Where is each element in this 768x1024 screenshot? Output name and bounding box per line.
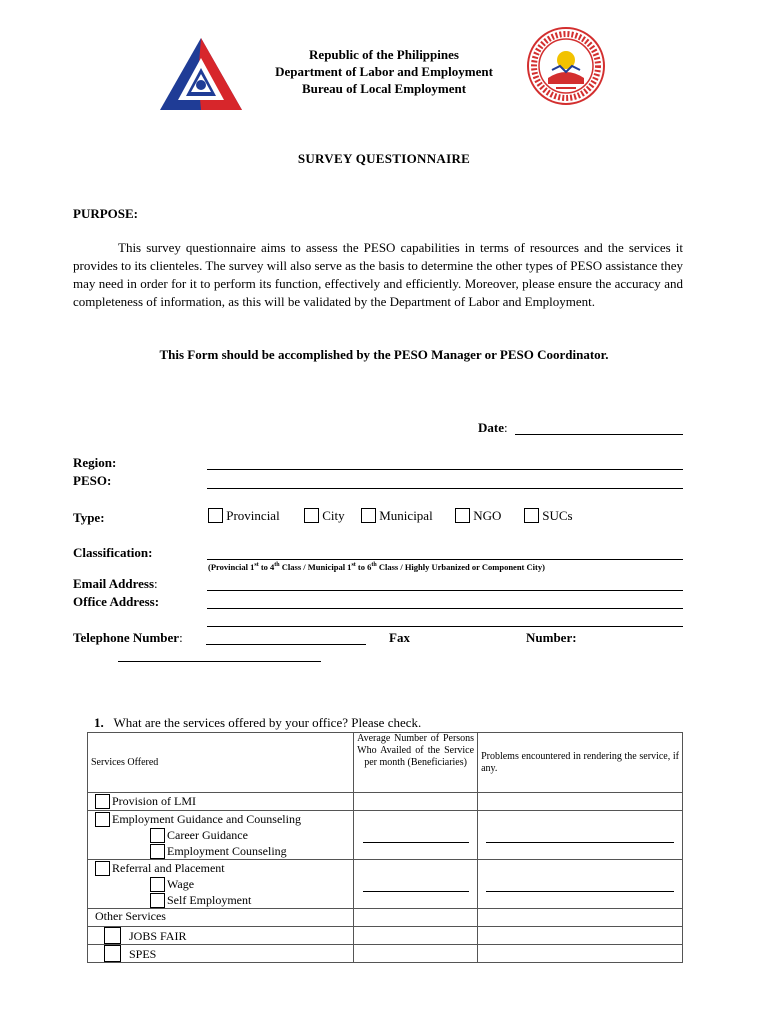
col-problems: Problems encountered in rendering the service, if any. (478, 733, 683, 793)
date-label-text: Date (478, 420, 504, 435)
peso-field[interactable] (207, 488, 683, 489)
date-colon: : (504, 420, 508, 435)
question-1-text: What are the services offered by your office? Please check. (113, 715, 422, 730)
office-address-field[interactable] (207, 608, 683, 609)
table-row (88, 945, 683, 963)
other-services-label: Other Services (88, 909, 354, 927)
spes-checkbox[interactable] (104, 945, 121, 962)
employment-counseling-label: Employment Counseling (167, 844, 287, 858)
date-label (478, 420, 508, 436)
spes-average-cell[interactable] (354, 945, 478, 963)
date-field[interactable] (515, 434, 683, 435)
header-bureau: Bureau of Local Employment (301, 81, 467, 96)
lmi-average-cell[interactable] (354, 793, 478, 811)
lmi-problems-cell[interactable] (478, 793, 683, 811)
provincial-label: Provincial (226, 508, 280, 523)
egc-problems-field[interactable] (486, 842, 674, 843)
email-field[interactable] (207, 590, 683, 591)
ngo-label: NGO (473, 508, 502, 523)
egc-label: Employment Guidance and Counseling (112, 812, 301, 826)
career-guidance-label: Career Guidance (167, 828, 248, 842)
municipal-label: Municipal (379, 508, 433, 523)
col-average-number: Average Number of Persons Who Availed of the Service per month (Beneficiaries) (354, 733, 478, 793)
office-address-label: Office Address: (73, 594, 160, 609)
col-services-offered: Services Offered (88, 733, 354, 793)
referral-problems-field[interactable] (486, 891, 674, 892)
table-header-row (88, 733, 683, 793)
classification-field[interactable] (207, 559, 683, 560)
purpose-paragraph (73, 239, 683, 311)
self-employment-checkbox[interactable] (150, 893, 165, 908)
purpose-label: PURPOSE: (73, 206, 138, 221)
peso-label: PESO: (73, 473, 112, 488)
sucs-label: SUCs (542, 508, 573, 523)
type-option-city[interactable] (304, 508, 345, 524)
lmi-label: Provision of LMI (112, 794, 196, 808)
classification-label: Classification: (73, 545, 153, 560)
other-problems-cell[interactable] (478, 909, 683, 927)
wage-label: Wage (167, 877, 195, 891)
office-address-field-2[interactable] (207, 626, 683, 627)
type-label: Type: (73, 510, 105, 525)
fax-label: Fax (389, 630, 410, 645)
region-field[interactable] (207, 469, 683, 470)
jobs-fair-problems-cell[interactable] (478, 927, 683, 945)
wage-checkbox[interactable] (150, 877, 165, 892)
ngo-checkbox[interactable] (455, 508, 470, 523)
form-note: This Form should be accomplished by the PESO Manager or PESO Coordinator. (159, 347, 609, 362)
referral-checkbox[interactable] (95, 861, 110, 876)
spes-label: SPES (129, 946, 157, 961)
jobs-fair-label: JOBS FAIR (129, 928, 187, 943)
header-republic: Republic of the Philippines (309, 47, 459, 62)
city-checkbox[interactable] (304, 508, 319, 523)
referral-label: Referral and Placement (112, 861, 225, 875)
question-1-number: 1. (94, 715, 104, 730)
jobs-fair-checkbox[interactable] (104, 927, 121, 944)
services-table (87, 732, 683, 963)
municipal-checkbox[interactable] (361, 508, 376, 523)
provincial-checkbox[interactable] (208, 508, 223, 523)
employment-counseling-checkbox[interactable] (150, 844, 165, 859)
career-guidance-checkbox[interactable] (150, 828, 165, 843)
type-option-ngo[interactable] (455, 508, 501, 524)
fax-number-field[interactable] (118, 661, 321, 662)
telephone-field[interactable] (206, 644, 366, 645)
lmi-checkbox[interactable] (95, 794, 110, 809)
table-row (88, 927, 683, 945)
region-label: Region: (73, 455, 117, 470)
fax-number-label: Number: (526, 630, 577, 645)
type-option-municipal[interactable] (361, 508, 433, 524)
telephone-label: Telephone Number: (73, 630, 183, 645)
sucs-checkbox[interactable] (524, 508, 539, 523)
referral-average-field[interactable] (363, 891, 469, 892)
egc-average-field[interactable] (363, 842, 469, 843)
spes-problems-cell[interactable] (478, 945, 683, 963)
egc-checkbox[interactable] (95, 812, 110, 827)
email-label: Email Address: (73, 576, 158, 591)
table-row (88, 793, 683, 811)
classification-hint: (Provincial 1st to 4th Class / Municipal 1st to 6th Class / Highly Urbanized or Component City) (208, 562, 545, 572)
type-option-provincial[interactable] (208, 508, 280, 524)
city-label: City (322, 508, 345, 523)
peso-seal-icon (526, 26, 606, 106)
table-row (88, 811, 683, 860)
table-row (88, 860, 683, 909)
jobs-fair-average-cell[interactable] (354, 927, 478, 945)
document-title: SURVEY QUESTIONNAIRE (297, 151, 471, 166)
question-1 (94, 715, 421, 731)
other-average-cell[interactable] (354, 909, 478, 927)
purpose-text: This survey questionnaire aims to assess the PESO capabilities in terms of resources and the services it provides to its clienteles. The survey will also serve as the basis to determine the other types of PESO assistance they may need in order for it to perform its function, effectively and efficiently. Moreover, please ensure the accuracy and completeness of information, as this will be validated by the Department of Labor and Employment. (73, 240, 683, 309)
type-option-sucs[interactable] (524, 508, 573, 524)
table-row (88, 909, 683, 927)
self-employment-label: Self Employment (167, 893, 252, 907)
header-department: Department of Labor and Employment (275, 64, 493, 79)
